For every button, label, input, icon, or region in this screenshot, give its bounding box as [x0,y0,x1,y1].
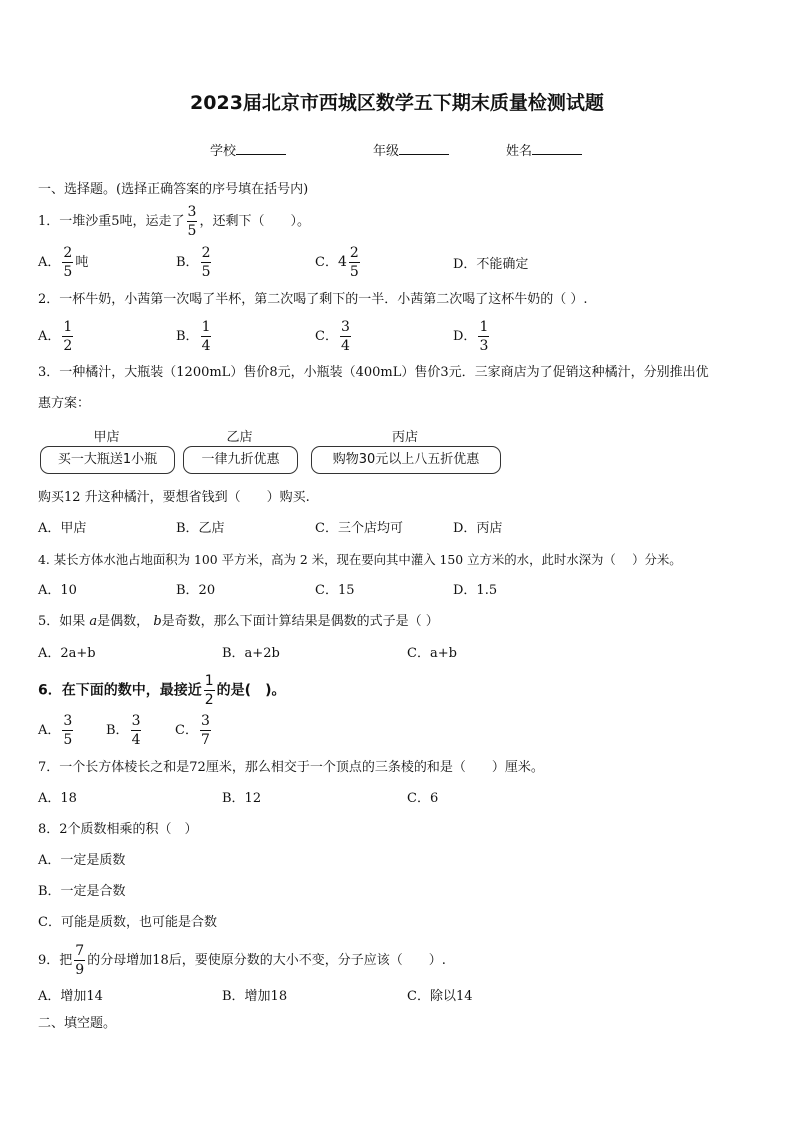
q2-option-c[interactable]: C． $\frac{3}{4}$ [315,319,350,354]
question-3-cont: 惠方案： [38,396,91,411]
name-label: 姓名 [506,144,533,159]
q2-option-b[interactable]: B． $\frac{1}{4}$ [176,319,211,354]
q5-option-b[interactable]: B．a+2b [222,646,280,661]
section1-heading: 一、选择题。(选择正确答案的序号填在括号内) [38,182,309,197]
q3-option-c[interactable]: C．三个店均可 [315,521,403,536]
section2-heading: 二、填空题。 [38,1016,117,1031]
shop-jia-offer: 买一大瓶送1小瓶 [40,446,175,474]
q6-option-b[interactable]: B． $\frac{3}{4}$ [106,713,141,748]
q4-option-c[interactable]: C．15 [315,583,355,598]
q7-option-a[interactable]: A．18 [38,791,77,806]
q1-option-c[interactable]: C．4 $\frac{2}{5}$ [315,245,359,280]
q2-option-d[interactable]: D． $\frac{1}{3}$ [453,319,489,354]
q5-option-c[interactable]: C．a+b [407,646,457,661]
shop-yi-offer: 一律九折优惠 [183,446,298,474]
q3-option-a[interactable]: A．甲店 [38,521,87,536]
q4-option-d[interactable]: D．1.5 [453,583,498,598]
q2-option-a[interactable]: A． $\frac{1}{2}$ [38,319,73,354]
school-label: 学校 [210,144,237,159]
grade-field[interactable] [373,141,449,161]
q1-option-d[interactable]: D．不能确定 [453,257,529,272]
q1-option-a[interactable]: A． $\frac{2}{5}$ 吨 [38,245,89,280]
shop-bing-offer: 购物30元以上八五折优惠 [311,446,501,474]
q3-question: 购买12 升这种橘汁，要想省钱到（ ）购买. [38,490,310,505]
q8-option-a[interactable]: A．一定是质数 [38,853,126,868]
q5-option-a[interactable]: A．2a+b [38,646,96,661]
question-5: 5．如果 a是偶数， b是奇数，那么下面计算结果是偶数的式子是（ ） [38,614,439,629]
name-field[interactable] [506,141,582,161]
question-3: 3．一种橘汁，大瓶装（1200mL）售价8元，小瓶装（400mL）售价3元．三家商店为了促销这种橘汁，分别推出优 [38,365,709,380]
question-4: 4. 某长方体水池占地面积为 100 平方米，高为 2 米，现在要向其中灌入 150 立方米的水，此时水深为（ ）分米。 [38,552,682,567]
grade-label: 年级 [373,144,400,159]
question-8: 8．2个质数相乘的积（ ） [38,822,198,837]
q6-option-c[interactable]: C． $\frac{3}{7}$ [175,713,210,748]
q3-option-b[interactable]: B．乙店 [176,521,225,536]
q1-text-end: ，还剩下（ ）。 [199,214,310,229]
q9-option-c[interactable]: C．除以14 [407,989,473,1004]
q8-option-c[interactable]: C．可能是质数，也可能是合数 [38,915,217,930]
q1-text: 1．一堆沙重5吨，运走了 [38,214,185,229]
q7-option-b[interactable]: B．12 [222,791,262,806]
q3-option-d[interactable]: D．丙店 [453,521,503,536]
q4-option-b[interactable]: B．20 [176,583,216,598]
school-blank[interactable] [236,141,286,155]
question-7: 7．一个长方体棱长之和是72厘米，那么相交于一个顶点的三条棱的和是（ ）厘米。 [38,760,544,775]
question-2: 2．一杯牛奶，小茜第一次喝了半杯，第二次喝了剩下的一半．小茜第二次喝了这杯牛奶的（ ）. [38,292,588,307]
shop-jia-name: 甲店 [93,430,120,445]
q6-option-a[interactable]: A． $\frac{3}{5}$ [38,713,73,748]
q7-option-c[interactable]: C．6 [407,791,439,806]
shop-yi-name: 乙店 [226,430,253,445]
page-title: 2023届北京市西城区数学五下期末质量检测试题 [190,92,604,114]
q9-option-b[interactable]: B．增加18 [222,989,288,1004]
q4-option-a[interactable]: A．10 [38,583,77,598]
grade-blank[interactable] [399,141,449,155]
shop-bing-name: 丙店 [391,430,418,445]
school-field[interactable] [210,141,286,161]
question-1 [38,203,310,240]
q1-fraction: $\frac{3}{5}$ [187,204,197,239]
q1-option-b[interactable]: B． $\frac{2}{5}$ [176,245,211,280]
name-blank[interactable] [532,141,582,155]
question-6: 6．在下面的数中，最接近 $\frac{1}{2}$ 的是( )。 [38,673,286,708]
question-9: 9．把 $\frac{7}{9}$ 的分母增加18后，要使原分数的大小不变，分子应该（ ）. [38,943,446,978]
q9-option-a[interactable]: A．增加14 [38,989,103,1004]
q8-option-b[interactable]: B．一定是合数 [38,884,126,899]
